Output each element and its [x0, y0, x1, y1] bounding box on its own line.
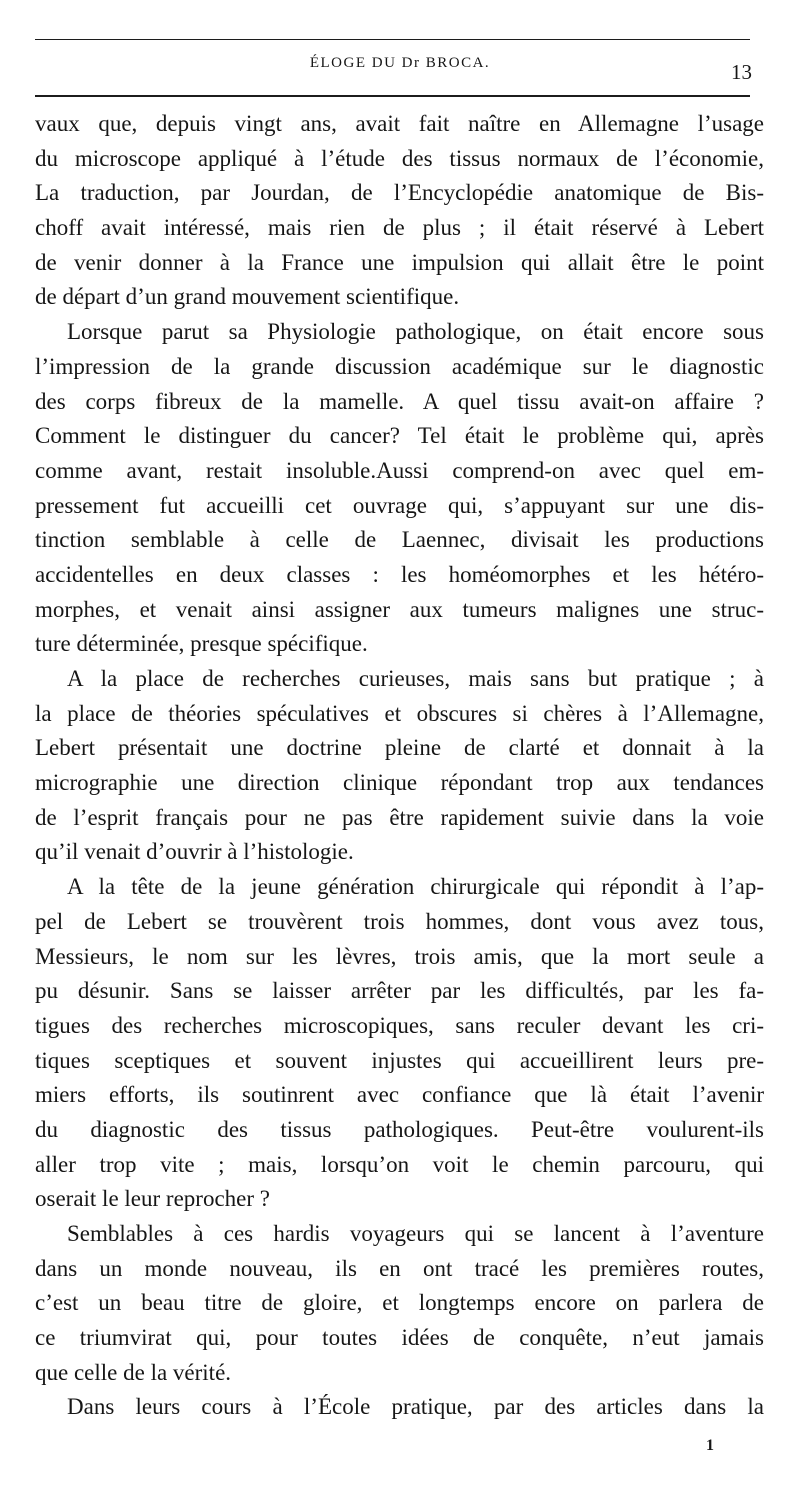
text-line: du diagnostic des tissus pathologiques. Peut-être voulurent-ils: [35, 1116, 764, 1142]
text-line: micrographie une direction clinique répondant trop aux tendances: [35, 770, 764, 796]
page-number: 13: [731, 60, 752, 84]
text-line: comme avant, restait insoluble.Aussi comprend-on avec quel em-: [35, 457, 764, 483]
text-line: Lorsque parut sa Physiologie pathologique, on était encore sous: [67, 319, 764, 345]
text-line: tiques sceptiques et souvent injustes qui accueillirent leurs pre-: [35, 1047, 764, 1073]
text-line: que celle de la vérité.: [35, 1359, 232, 1385]
text-line: Messieurs, le nom sur les lèvres, trois amis, que la mort seule a: [35, 943, 764, 969]
text-line: accidentelles en deux classes : les homéomorphes et les hétéro-: [35, 561, 764, 587]
body-text: [35, 107, 764, 1425]
text-line: de venir donner à la France une impulsion qui allait être le point: [35, 249, 764, 275]
paragraph: [35, 1217, 764, 1390]
text-line: La traduction, par Jourdan, de l’Encyclopédie anatomique de Bis-: [35, 180, 764, 206]
text-line: A la place de recherches curieuses, mais sans but pratique ; à: [67, 666, 764, 691]
text-line: pu désunir. Sans se laisser arrêter par les difficultés, par les fa-: [35, 978, 764, 1004]
text-line: miers efforts, ils soutinrent avec confiance que là était l’avenir: [35, 1082, 764, 1108]
paragraph: [35, 662, 764, 870]
text-line: aller trop vite ; mais, lorsqu’on voit le chemin parcouru, qui: [35, 1151, 764, 1177]
text-line: de départ d’un grand mouvement scientifique.: [35, 284, 460, 310]
text-line: Dans leurs cours à l’École pratique, par des articles dans la: [67, 1394, 764, 1420]
text-line: morphes, et venait ainsi assigner aux tumeurs malignes une struc-: [35, 596, 764, 622]
paragraph: [35, 107, 764, 315]
text-line: tinction semblable à celle de Laennec, divisait les productions: [35, 527, 764, 553]
text-line: tigues des recherches microscopiques, sans reculer devant les cri-: [35, 1012, 764, 1038]
header-bottom-rule: [35, 95, 750, 97]
text-line: pel de Lebert se trouvèrent trois hommes, dont vous avez tous,: [35, 908, 764, 934]
text-line: l’impression de la grande discussion académique sur le diagnostic: [35, 353, 764, 379]
text-line: vaux que, depuis vingt ans, avait fait naître en Allemagne l’usage: [35, 111, 764, 136]
running-title: ÉLOGE DU Dr BROCA.: [309, 55, 491, 71]
text-line: c’est un beau titre de gloire, et longtemps encore on parlera de: [35, 1290, 764, 1316]
paragraph: [35, 870, 764, 1217]
header-top-rule: [35, 39, 750, 40]
paragraph: [35, 315, 764, 662]
text-line: la place de théories spéculatives et obscures si chères à l’Allemagne,: [35, 700, 764, 726]
text-line: pressement fut accueilli cet ouvrage qui, s’appuyant sur une dis-: [35, 492, 764, 518]
text-line: qu’il venait d’ouvrir à l’histologie.: [35, 839, 354, 865]
text-line: Semblables à ces hardis voyageurs qui se lancent à l’aventure: [67, 1221, 764, 1246]
text-line: ture déterminée, presque spécifique.: [35, 631, 368, 657]
signature-mark: 1: [706, 1437, 714, 1454]
text-line: oserait le leur reprocher ?: [35, 1186, 270, 1212]
text-line: de l’esprit français pour ne pas être rapidement suivie dans la voie: [35, 804, 764, 830]
text-line: Comment le distinguer du cancer? Tel était le problème qui, après: [35, 423, 764, 449]
text-line: Lebert présentait une doctrine pleine de clarté et donnait à la: [35, 735, 764, 761]
text-line: A la tête de la jeune génération chirurgicale qui répondit à l’ap-: [67, 874, 764, 900]
text-line: dans un monde nouveau, ils en ont tracé les premières routes,: [35, 1255, 764, 1281]
text-line: du microscope appliqué à l’étude des tissus normaux de l’économie,: [35, 145, 764, 171]
text-line: ce triumvirat qui, pour toutes idées de conquête, n’eut jamais: [35, 1325, 764, 1351]
text-line: choff avait intéressé, mais rien de plus ; il était réservé à Lebert: [35, 215, 764, 241]
text-line: des corps fibreux de la mamelle. A quel tissu avait-on affaire ?: [35, 388, 764, 414]
paragraph: [35, 1390, 764, 1425]
